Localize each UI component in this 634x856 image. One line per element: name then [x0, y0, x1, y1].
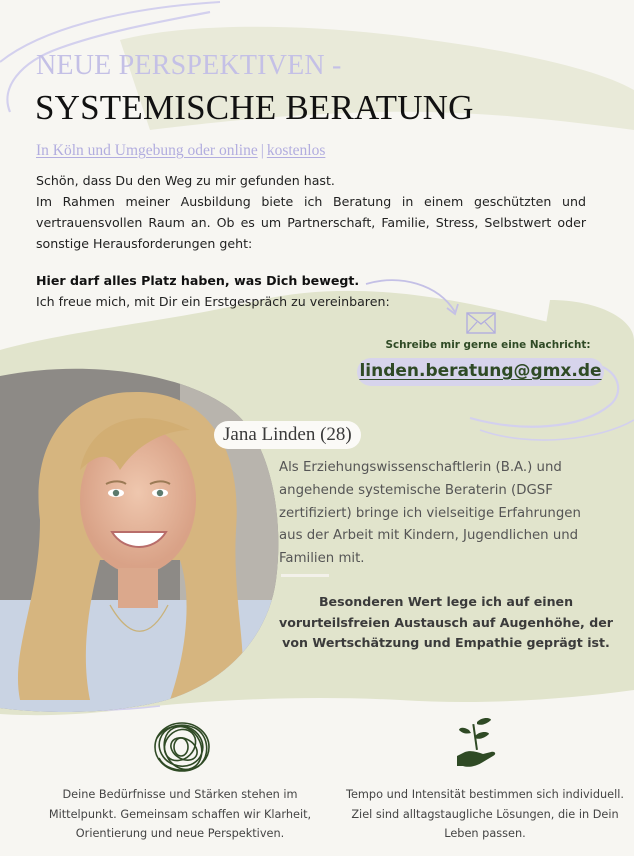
price-link[interactable]: kostenlos	[266, 142, 326, 159]
page-title: SYSTEMISCHE BERATUNG	[35, 88, 474, 127]
intro-highlight: Hier darf alles Platz haben, was Dich bewegt.	[36, 273, 360, 288]
profile-quote: Besonderen Wert lege ich auf einen vorurteilsfreien Austausch auf Augenhöhe, der von Wertschätzung und Empathie geprägt ist.	[278, 594, 613, 650]
intro-line: Schön, dass Du den Weg zu mir gefunden hast.	[36, 173, 335, 188]
scribble-icon	[151, 718, 213, 776]
envelope-icon	[466, 312, 496, 334]
intro-text	[36, 170, 586, 254]
feature-text-left: Deine Bedürfnisse und Stärken stehen im Mittelpunkt. Gemeinsam schaffen wir Klarheit, Orientierung und neue Perspektiven.	[48, 788, 312, 840]
intro-cta: Ich freue mich, mit Dir ein Erstgespräch zu vereinbaren:	[36, 294, 390, 309]
profile-name: Jana Linden (28)	[214, 421, 361, 449]
subtitle-separator: |	[260, 142, 264, 159]
header-subtitle	[36, 142, 325, 160]
email-link[interactable]: linden.beratung@gmx.de	[357, 358, 604, 386]
bio-divider	[281, 574, 329, 577]
contact-label: Schreibe mir gerne eine Nachricht:	[385, 339, 591, 351]
kicker-text: NEUE PERSPEKTIVEN	[36, 50, 325, 81]
kicker-dash: -	[332, 50, 342, 81]
hand-plant-icon	[455, 716, 499, 772]
feature-text-right: Tempo und Intensität bestimmen sich individuell. Ziel sind alltagstaugliche Lösungen, die in Dein Leben passen.	[346, 788, 624, 840]
header-kicker	[36, 50, 342, 82]
intro-paragraph: Im Rahmen meiner Ausbildung biete ich Beratung in einem geschützten und vertrauensvollen Raum an. Ob es um Partnerschaft, Familie, Stress, Selbstwert oder sonstige Herausforderungen geht:	[36, 194, 586, 251]
location-link[interactable]: In Köln und Umgebung oder online	[36, 142, 258, 159]
profile-bio: Als Erziehungswissenschaftlerin (B.A.) und angehende systemische Beraterin (DGSF zertifiziert) bringe ich vielseitige Erfahrungen aus der Arbeit mit Kindern, Jugendlichen und Familien mit.	[279, 460, 581, 567]
